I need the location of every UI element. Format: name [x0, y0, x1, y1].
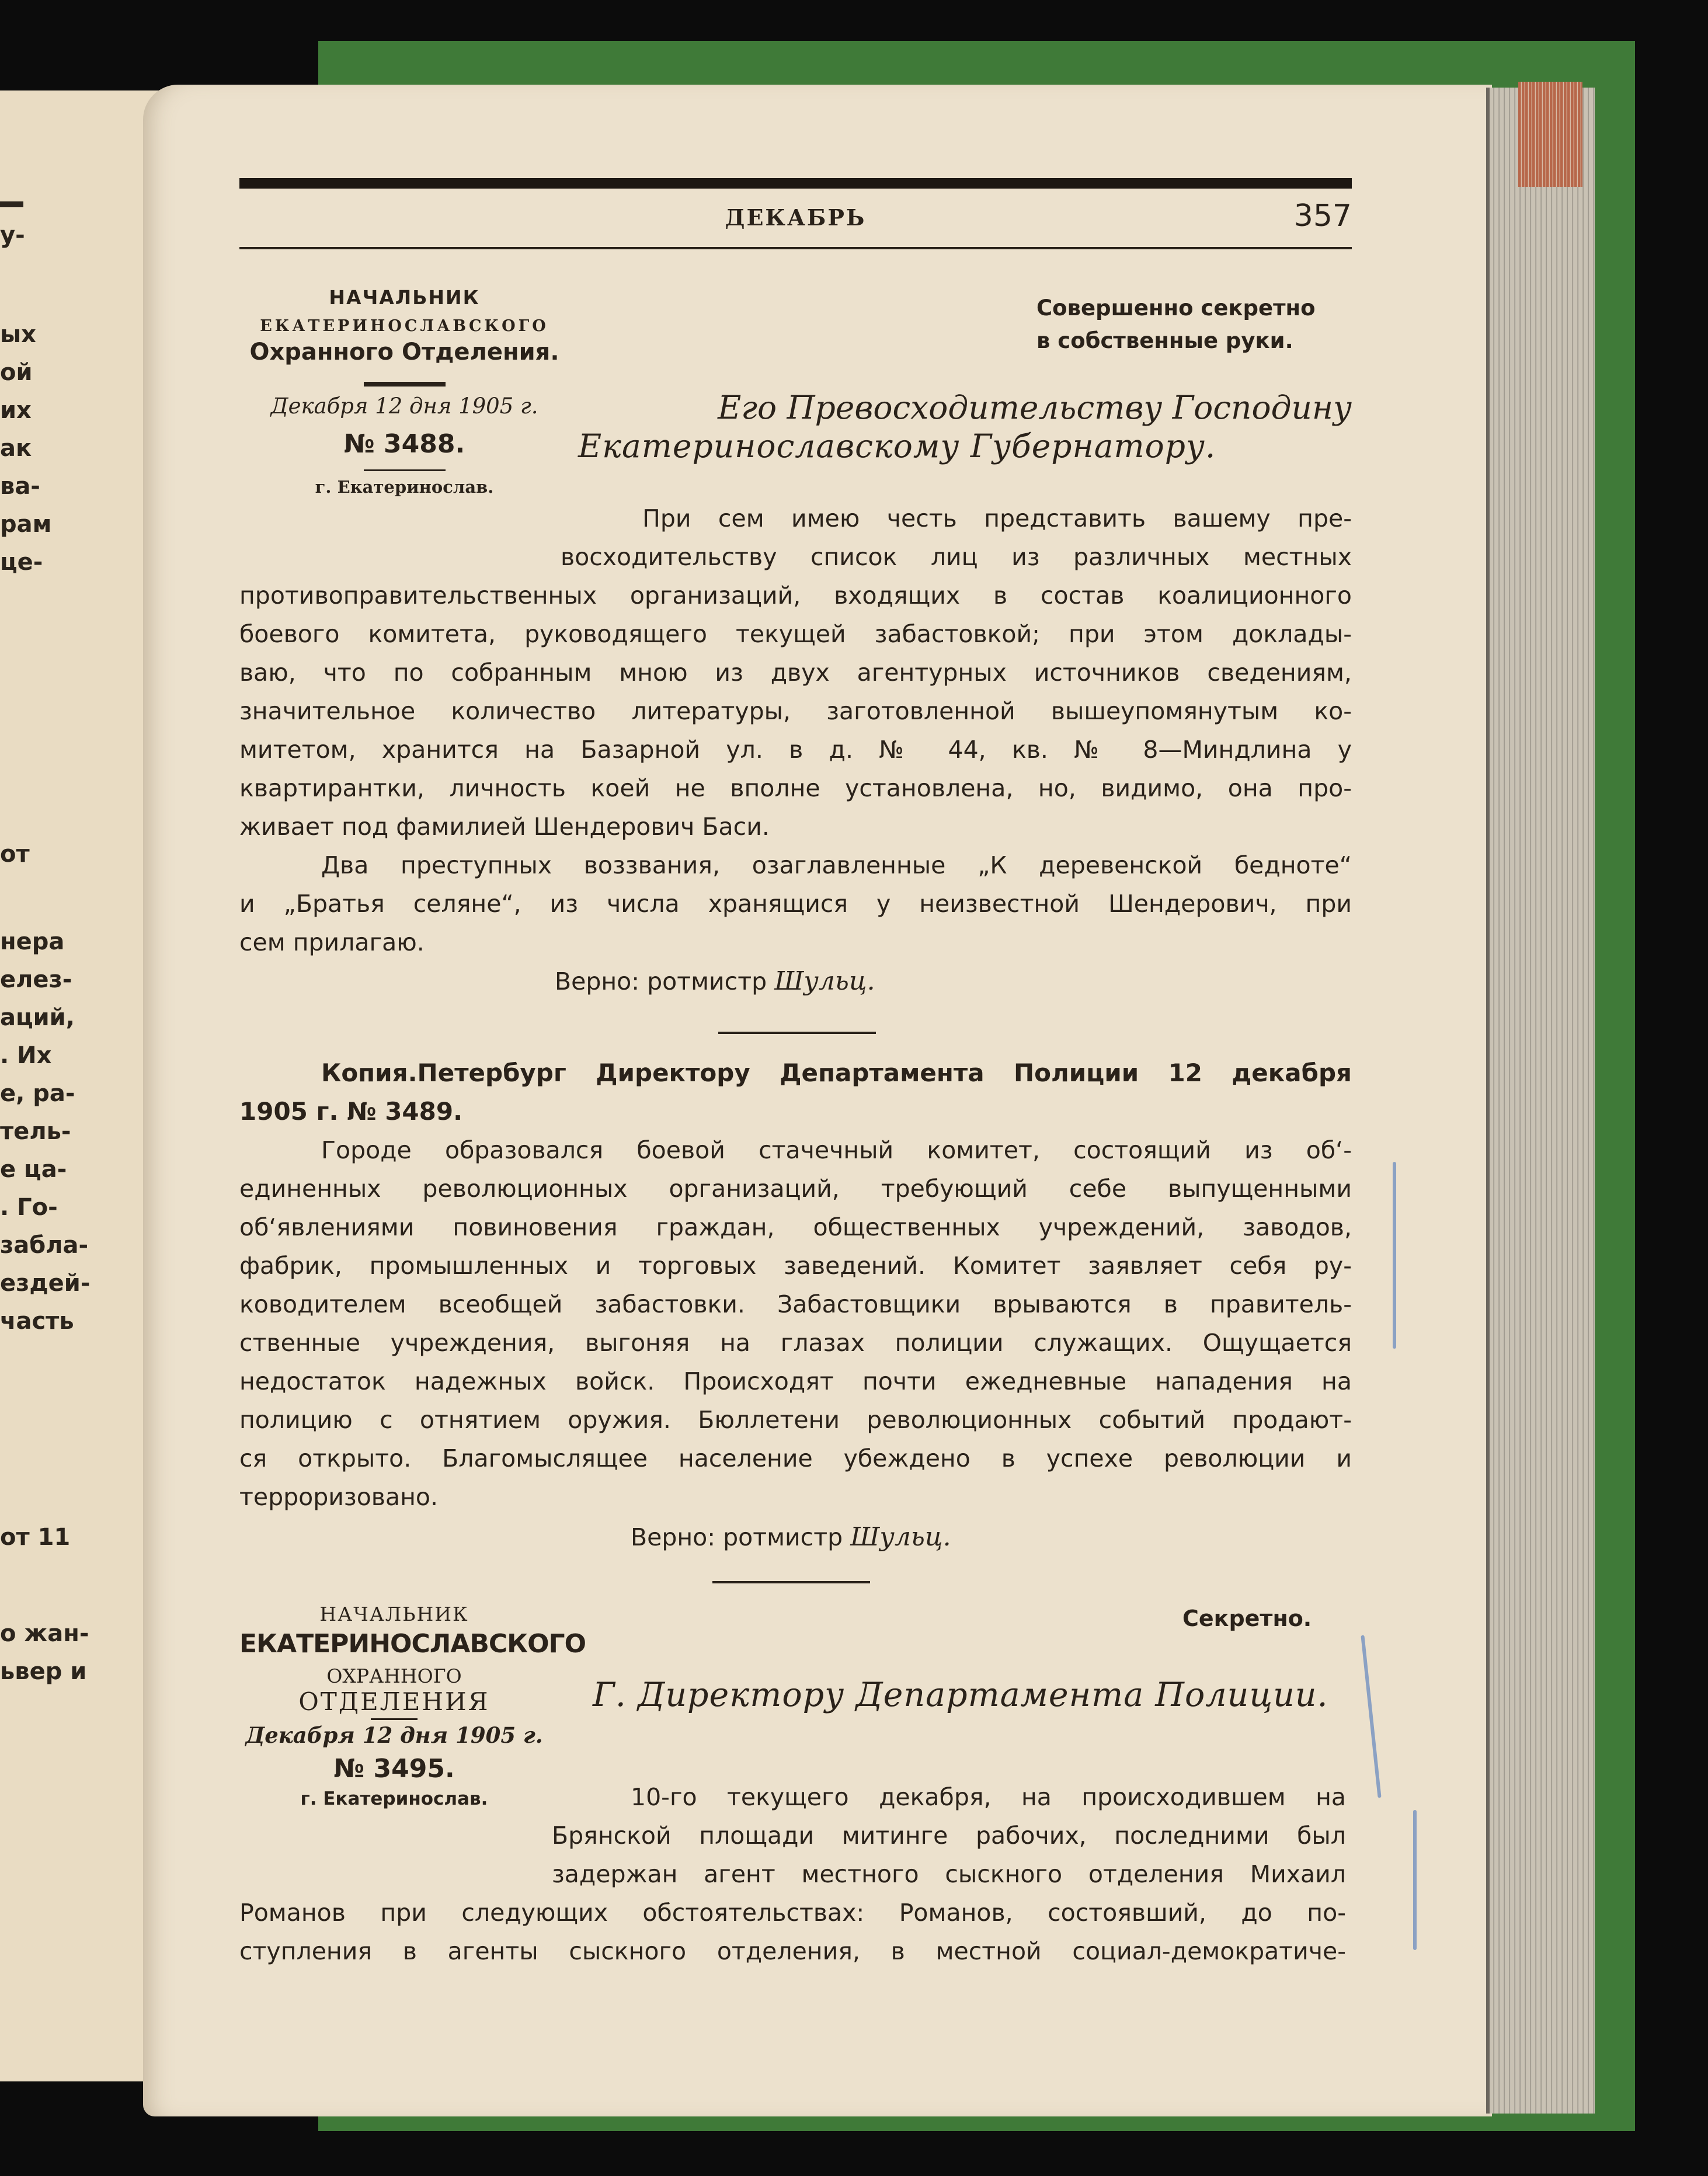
running-title: ДЕКАБРЬ	[725, 204, 867, 231]
document-number: № 3488.	[343, 429, 465, 459]
verification	[631, 1522, 951, 1552]
classification-line-1: Совершенно секретно	[1036, 295, 1316, 321]
page-edges	[1486, 88, 1595, 2114]
addressee-line-1: Его Превосходительству Господину	[718, 389, 1352, 426]
page-content	[239, 172, 1352, 2011]
sender-place: г. Екатеринослав.	[300, 1788, 488, 1809]
left-page-text-fragment: . Го-	[0, 1194, 58, 1221]
sender-date: Декабря 12 дня 1905 г.	[245, 1722, 543, 1748]
body-line: единенных революционных организаций, требующий себе выпущенными	[239, 1175, 1352, 1203]
verification-label: Верно: ротмистр	[555, 967, 767, 995]
left-page-text-fragment: . Их	[0, 1042, 52, 1069]
page-number: 357	[1293, 199, 1352, 234]
body-line: боевого комитета, руководящего текущей забастовкой; при этом доклады-	[239, 620, 1352, 648]
section-divider	[712, 1581, 870, 1583]
sender-place: г. Екатеринослав.	[315, 477, 494, 497]
left-page-text-fragment: елез-	[0, 966, 72, 993]
telegram-title: 1905 г. № 3489.	[239, 1097, 463, 1126]
body-line: При сем имею честь представить вашему пре-	[642, 504, 1352, 532]
sender-department: ОХРАННОГО	[326, 1665, 462, 1687]
pencil-mark	[1413, 1810, 1417, 1950]
addressee-line-2: Екатеринославскому Губернатору.	[578, 427, 1216, 465]
left-page-text-fragment: тель-	[0, 1118, 71, 1145]
body-line: недостаток надежных войск. Происходят почти ежедневные нападения на	[239, 1367, 1352, 1395]
left-page-text-fragment: е, ра-	[0, 1080, 75, 1107]
body-line: сем прилагаю.	[239, 928, 425, 956]
section-divider	[718, 1032, 876, 1034]
header-thin-rule	[239, 247, 1352, 249]
addressee	[578, 388, 1352, 465]
left-page-text-fragment: о жан-	[0, 1620, 89, 1647]
left-page-text-fragment: ак	[0, 435, 32, 462]
sender-block	[239, 1603, 586, 1809]
verification-label: Верно: ротмистр	[631, 1523, 843, 1551]
sender-block	[239, 286, 569, 497]
body-line: противоправительственных организаций, входящих в состав коалиционного	[239, 582, 1352, 610]
body-line: митетом, хранится на Базарной ул. в д. № 44, кв. № 8—Миндлина у	[239, 736, 1352, 764]
body-line: квартирантки, личность коей не вполне установлена, но, видимо, она про-	[239, 774, 1352, 802]
red-page-edges	[1518, 82, 1582, 187]
left-page-text-fragment: нера	[0, 928, 65, 955]
classification: Секретно.	[1182, 1606, 1312, 1631]
telegram-title: Копия.Петербург Директору Департамента Полиции 12 декабря	[321, 1059, 1352, 1087]
sender-title: НАЧАЛЬНИК	[329, 286, 480, 309]
sender-divider-short	[371, 1718, 418, 1720]
sender-date: Декабря 12 дня 1905 г.	[270, 394, 538, 419]
body-line: терроризовано.	[239, 1483, 439, 1511]
left-page-text-fragment: часть	[0, 1308, 74, 1335]
body-line: ваю, что по собранным мною из двух агентурных источников сведениям,	[239, 659, 1352, 687]
left-page-text-fragment: у-	[0, 222, 25, 249]
sender-divider	[364, 382, 446, 387]
left-page-text-fragment: рам	[0, 511, 52, 538]
left-page-text-fragment: от 11	[0, 1524, 71, 1551]
left-page-rule	[0, 201, 23, 207]
body-line: об‘явлениями повиновения граждан, общественных учреждений, заводов,	[239, 1213, 1352, 1241]
body-line: Романов при следующих обстоятельствах: Романов, состоявший, до по-	[239, 1899, 1346, 1927]
pencil-mark	[1393, 1162, 1396, 1349]
sender-city: ЕКАТЕРИНОСЛАВСКОГО	[239, 1629, 586, 1659]
body-line: Брянской площади митинге рабочих, последними был	[552, 1822, 1346, 1850]
left-page-text-fragment: от	[0, 841, 30, 868]
body-line: 10-го текущего декабря, на происходившем на	[631, 1783, 1346, 1811]
sender-city: ЕКАТЕРИНОСЛАВСКОГО	[260, 317, 549, 335]
body-line: фабрик, промышленных и торговых заведений. Комитет заявляет себя ру-	[239, 1252, 1352, 1280]
left-page-text-fragment: их	[0, 397, 32, 424]
body-line: ся открыто. Благомыслящее население убеждено в успехе революции и	[239, 1444, 1352, 1472]
left-page-text-fragment: це-	[0, 549, 43, 576]
left-page-text-fragment: ездей-	[0, 1270, 91, 1297]
sender-title: НАЧАЛЬНИК	[319, 1603, 469, 1625]
sender-department-2: ОТДЕЛЕНИЯ	[298, 1687, 490, 1716]
body-line: и „Братья селяне“, из числа хранящися у неизвестной Шендерович, при	[239, 890, 1352, 918]
left-page-text-fragment: забла-	[0, 1232, 89, 1259]
left-page-text-fragment: аций,	[0, 1004, 75, 1031]
body-line: живает под фамилией Шендерович Баси.	[239, 813, 770, 841]
body-line: задержан агент местного сыскного отделения Михаил	[552, 1860, 1346, 1888]
classification	[1036, 292, 1316, 357]
sender-department: Охранного Отделения.	[249, 339, 559, 365]
left-page-text-fragment: ва-	[0, 473, 40, 500]
addressee: Г. Директору Департамента Полиции.	[593, 1676, 1328, 1714]
body-line: ступления в агенты сыскного отделения, в местной социал-демократиче-	[239, 1937, 1346, 1965]
left-page-text-fragment: ой	[0, 359, 33, 386]
sender-divider-short	[364, 469, 446, 471]
left-page-text-fragment: ьвер и	[0, 1658, 87, 1685]
body-line: значительное количество литературы, заготовленной вышеупомянутым ко-	[239, 697, 1352, 725]
left-page-text-fragment: е ца-	[0, 1156, 67, 1183]
body-line: полицию с отнятием оружия. Бюллетени революционных событий продают-	[239, 1406, 1352, 1434]
verification-signature: Шульц.	[774, 966, 875, 996]
verification	[555, 966, 875, 996]
body-line: восходительству список лиц из различных местных	[561, 543, 1352, 571]
left-page-text-fragment: ых	[0, 321, 36, 348]
body-line: ководителем всеобщей забастовки. Забастовщики врываются в правитель-	[239, 1290, 1352, 1318]
body-line: ственные учреждения, выгоняя на глазах полиции служащих. Ощущается	[239, 1329, 1352, 1357]
body-line: Городе образовался боевой стачечный комитет, состоящий из об‘-	[321, 1136, 1352, 1164]
body-line: Два преступных воззвания, озаглавленные „К деревенской бедноте“	[321, 851, 1352, 879]
document-number: № 3495.	[333, 1754, 455, 1784]
classification-line-2: в собственные руки.	[1036, 328, 1293, 353]
header-thick-rule	[239, 178, 1352, 189]
verification-signature: Шульц.	[850, 1522, 951, 1552]
